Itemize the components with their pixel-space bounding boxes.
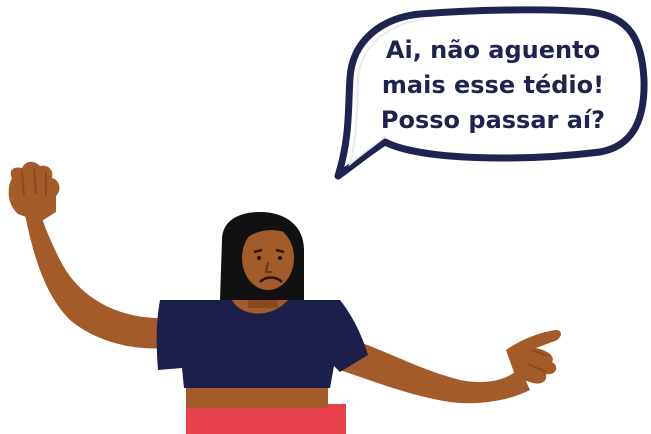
head <box>220 212 304 300</box>
speech-line-2: mais esse tédio! <box>381 71 605 99</box>
speech-line-1: Ai, não aguento <box>385 36 601 64</box>
speech-bubble-text <box>358 33 628 138</box>
pants <box>186 404 346 434</box>
right-arm <box>340 330 561 403</box>
shirt <box>157 300 368 388</box>
speech-line-3: Posso passar aí? <box>380 106 606 134</box>
left-arm <box>9 162 162 349</box>
